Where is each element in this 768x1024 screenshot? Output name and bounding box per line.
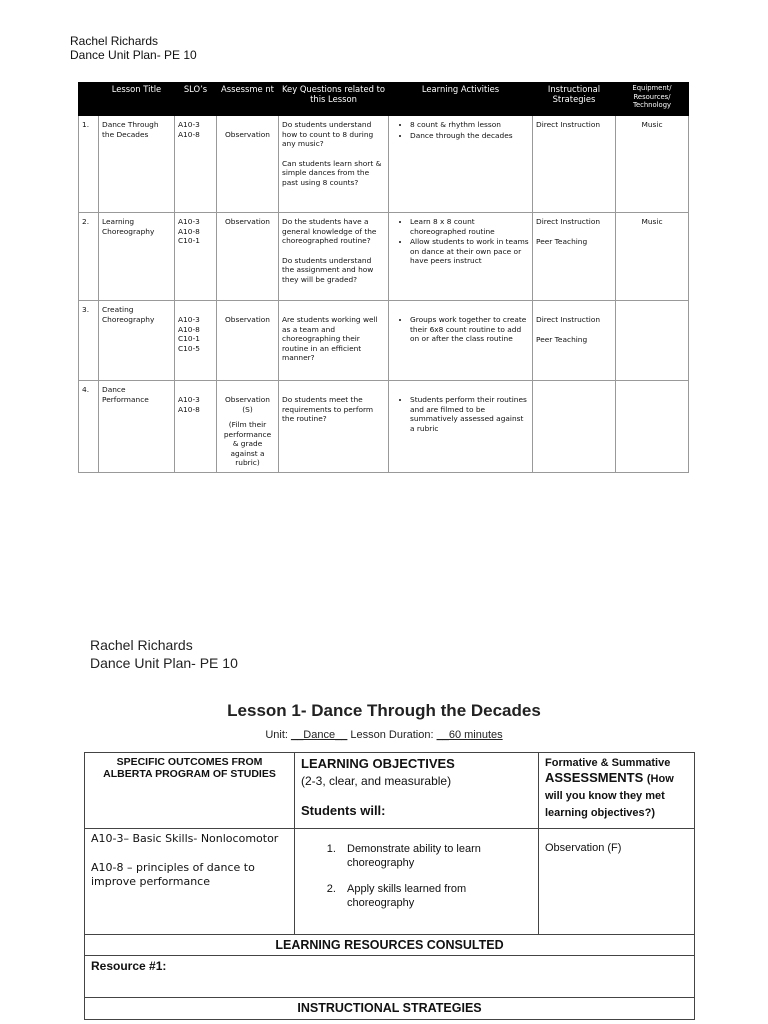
resource-row [85, 956, 695, 998]
slo-code: A10-8 [178, 226, 200, 236]
table-row [79, 116, 689, 213]
slo-code: A10-8 [178, 324, 200, 334]
table-row [79, 381, 689, 473]
strategies-cell [533, 213, 616, 301]
activity-item: • 8 count & rhythm lesson [410, 120, 529, 130]
activities-cell [389, 301, 533, 381]
activity-item: • Groups work together to create their 6x8 count routine to add on or after the class routine [410, 315, 529, 344]
col-header-instructional-strategies: Instructional Strategies [533, 83, 616, 116]
resources-heading: LEARNING RESOURCES CONSULTED [85, 935, 695, 956]
lesson-title: Dance Performance [99, 381, 175, 473]
slo-list [175, 301, 217, 381]
lesson-number: 1. [79, 116, 99, 213]
slo-code: A10-3 [178, 120, 200, 129]
slo-list [175, 213, 217, 301]
lesson-title: Dance Through the Decades [99, 116, 175, 213]
lesson-title-heading: Lesson 1- Dance Through the Decades [227, 701, 541, 720]
strategies-cell [533, 301, 616, 381]
col-header-learning-activities: Learning Activities [389, 83, 533, 116]
equipment-cell [616, 301, 689, 381]
outcomes-heading: SPECIFIC OUTCOMES FROM ALBERTA PROGRAM OF STUDIES [103, 756, 276, 780]
assessments-heading-bold: ASSESSMENTS [545, 770, 644, 785]
slo-list [175, 381, 217, 473]
assessment-cell [217, 381, 279, 473]
strategies-cell [533, 116, 616, 213]
key-questions-cell [279, 301, 389, 381]
unit-plan-table [78, 82, 689, 473]
resource-label: Resource #1: [91, 959, 167, 973]
assessments-heading-line1: Formative & Summative [545, 757, 671, 769]
slo-code: C10-1 [178, 334, 200, 343]
objectives-cell [295, 829, 539, 935]
objective-item: 1. Demonstrate ability to learn choreography [339, 842, 532, 870]
lesson-number: 4. [79, 381, 99, 473]
assessments-heading-question: (How will you know they met learning objectives?) [545, 773, 674, 819]
students-will-label: Students will: [301, 803, 386, 818]
author-name: Rachel Richards [90, 637, 193, 653]
outcomes-cell [85, 829, 295, 935]
outcomes-heading-cell [85, 753, 295, 829]
lesson-number: 3. [79, 301, 99, 381]
duration-value: __60 minutes [436, 729, 503, 741]
assessment-text: Observation [224, 130, 270, 139]
unit-value: __Dance__ [291, 729, 348, 741]
activity-item: • Dance through the decades [410, 131, 529, 141]
lesson-content-row [85, 829, 695, 935]
col-header-lesson-title: Lesson Title [99, 83, 175, 116]
assessment-note: (Film their performance & grade against a rubric) [223, 420, 272, 467]
resource-cell [85, 956, 695, 998]
slo-code: A10-3 [178, 395, 200, 404]
duration-label: Lesson Duration: [350, 729, 434, 741]
assessments-heading-line2 [545, 770, 688, 821]
assessment-text: Observation [224, 217, 270, 226]
strategy-text: Direct Instruction [536, 315, 601, 324]
slo-code: A10-3 [178, 217, 200, 226]
activities-cell [389, 381, 533, 473]
assessment-cell [539, 829, 695, 935]
assessment-cell [217, 116, 279, 213]
objectives-heading: LEARNING OBJECTIVES [301, 756, 455, 771]
key-questions-cell [279, 381, 389, 473]
strategies-heading: INSTRUCTIONAL STRATEGIES [85, 998, 695, 1020]
activities-cell [389, 116, 533, 213]
assessment-cell [217, 213, 279, 301]
col-header-num [79, 83, 99, 116]
col-header-assessment: Assessme nt [217, 83, 279, 116]
key-question: Do the students have a general knowledge of the choreographed routine? [282, 217, 377, 245]
activities-cell [389, 213, 533, 301]
strategy-text: Peer Teaching [536, 334, 588, 344]
lesson-title: Learning Choreography [99, 213, 175, 301]
assessment-text: Observation (F) [545, 842, 622, 854]
unit-plan-subtitle: Dance Unit Plan- PE 10 [70, 48, 197, 62]
key-questions-cell [279, 213, 389, 301]
assessments-heading-cell [539, 753, 695, 829]
slo-code: A10-8 [178, 129, 200, 139]
slo-code: A10-8 [178, 404, 200, 414]
strategies-cell [533, 381, 616, 473]
key-question: Do students understand the assignment and how they will be graded? [282, 255, 374, 284]
strategy-text: Peer Teaching [536, 236, 588, 246]
activity-item: • Students perform their routines and are filmed to be summatively assessed against a rubric [410, 395, 529, 433]
assessment-text: Observation (S) [224, 395, 270, 414]
key-questions-cell [279, 116, 389, 213]
objectives-subheading: (2-3, clear, and measurable) [301, 774, 452, 788]
resources-heading-row [85, 935, 695, 956]
equipment-cell [616, 381, 689, 473]
strategy-text: Direct Instruction [536, 217, 601, 226]
lesson-title: Creating Choreography [99, 301, 175, 381]
activity-item: • Learn 8 x 8 count choreographed routine [410, 217, 529, 236]
table-header-row [79, 83, 689, 116]
objectives-heading-cell [295, 753, 539, 829]
assessment-text: Observation [224, 315, 270, 324]
col-header-equipment: Equipment/ Resources/ Technology [616, 83, 689, 116]
activity-item: • Allow students to work in teams on dance at their own pace or have peers instruct [410, 237, 529, 266]
slo-list [175, 116, 217, 213]
unit-plan-subtitle: Dance Unit Plan- PE 10 [90, 655, 238, 671]
slo-code: C10-5 [178, 343, 200, 353]
unit-label: Unit: [265, 729, 288, 741]
equipment-cell: Music [616, 116, 689, 213]
slo-code: C10-1 [178, 236, 200, 245]
unit-duration-line [0, 729, 768, 741]
strategy-text: Direct Instruction [536, 120, 601, 129]
objective-item: 2. Apply skills learned from choreography [339, 882, 532, 910]
col-header-slos: SLO’s [175, 83, 217, 116]
slo-code: A10-3 [178, 315, 200, 324]
col-header-key-questions: Key Questions related to this Lesson [279, 83, 389, 116]
assessment-cell [217, 301, 279, 381]
key-question: Do students understand how to count to 8 during any music? [282, 120, 374, 148]
lesson-header-row [85, 753, 695, 829]
outcome-item: A10-8 – principles of dance to improve performance [91, 861, 255, 888]
author-name: Rachel Richards [70, 34, 159, 48]
table-row [79, 301, 689, 381]
lesson-number: 2. [79, 213, 99, 301]
lesson-plan-table [84, 752, 695, 1020]
key-question: Do students meet the requirements to perform the routine? [282, 395, 374, 423]
key-question: Are students working well as a team and choreographing their routine in an efficient manner? [282, 315, 378, 362]
outcome-item: A10-3– Basic Skills- Nonlocomotor [91, 832, 279, 845]
strategies-heading-row [85, 998, 695, 1020]
table-row [79, 213, 689, 301]
equipment-cell: Music [616, 213, 689, 301]
key-question: Can students learn short & simple dances from the past using 8 counts? [282, 158, 382, 187]
